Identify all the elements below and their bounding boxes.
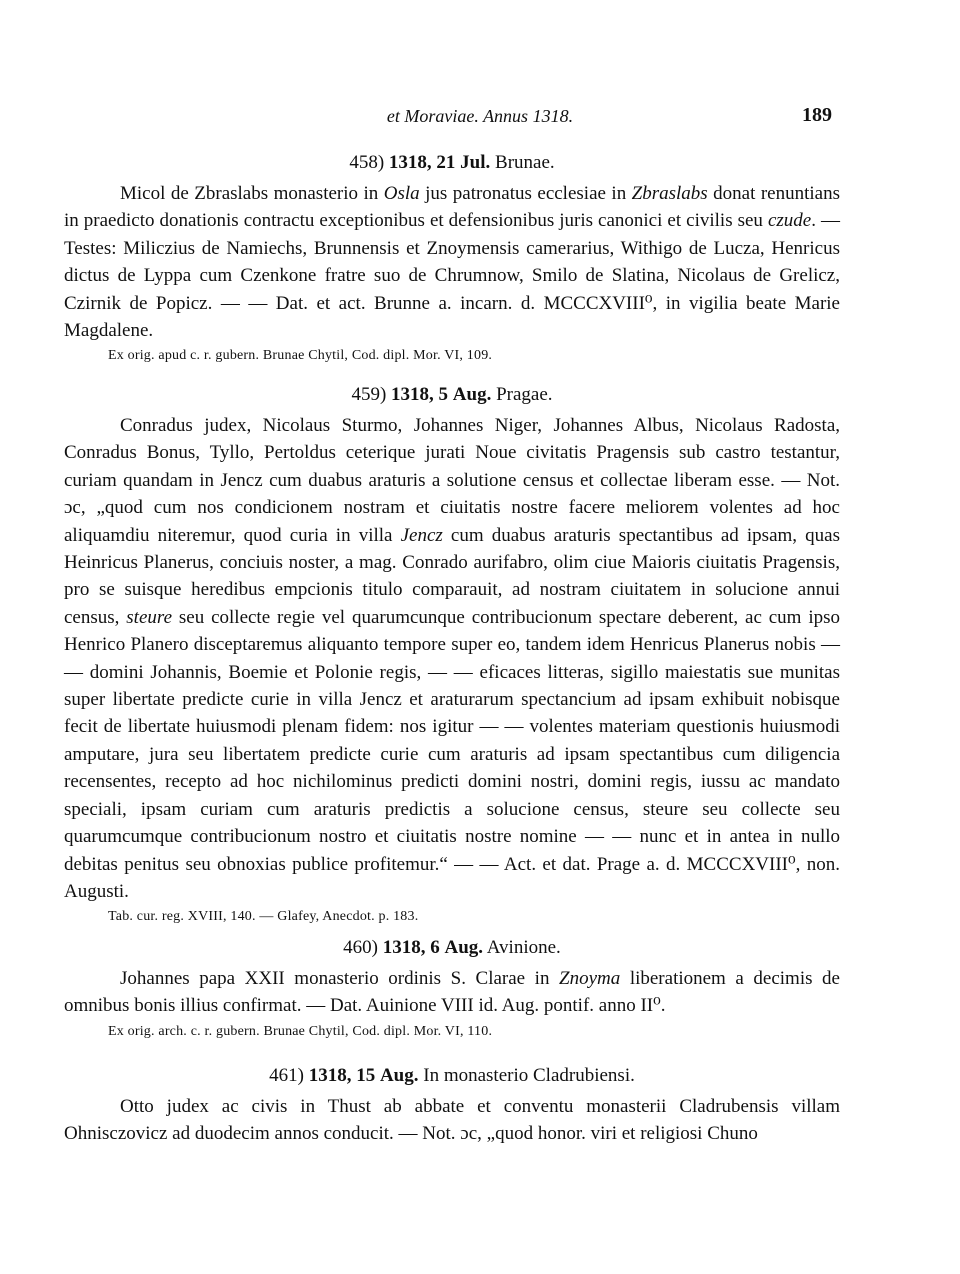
- entry-date: 1318, 15: [308, 1065, 376, 1086]
- charter-entry-461: [64, 1063, 840, 1148]
- entry-text: [64, 1093, 840, 1148]
- entry-heading: [64, 382, 840, 408]
- charter-entry-460: [64, 935, 840, 1042]
- running-head-title: et Moraviae. Annus 1318.: [386, 106, 574, 126]
- text-run: . — Testes: Miliczius de Namiechs, Brunnensis et Znoymensis camerarius, Withigo de Lucza, Henricus dictus de Lyppa cum Czenkone fratre suo de Chrumnow, Smilo de Slatina, Nicolaus de Grelicz, Czirnik de Popicz. — — Dat. et act. Brunne a. incarn. d. MCCCXVIII⁰, in vigilia beate Marie Magdalene.: [64, 210, 841, 342]
- entry-text: [64, 412, 840, 905]
- entry-place: Pragae.: [496, 384, 553, 405]
- text-run: seu collecte regie vel quarumcunque contribucionum spectare deberent, ac cum ipso Henrico Planero disceptaremus aliquanto tempore super eo, tandem idem Henricus Planerus nobis — — domini Johannis, Boemie et Polonie regis, — — eficaces litteras, sigillo maiestatis sue munitas super libertate predicte curie in villa Jencz et araturarum spectancium ad ipsam exhibuit nobisque fecit de libertate huiusmodi plenam fidem: nos igitur — — volentes materiam questionis huiusmodi amputare, jura seu libertatem predicte curie cum araturis ad ipsam spectantibus cum diligencia recensentes, recepto ad hoc nichilominus predicti domini nostri, domini regis, iussu ac mandato speciali, ipsam curiam cum araturis predictis a solucione census, steure seu collecte seu quarumcumque contribucionum nostro et ciuitatis nostre nomine — — nunc et in antea in nullo debitas penitus seu obnoxias publice profitemur.“ — — Act. et dat. Prage a. d. MCCCXVIII⁰, non. Augusti.: [64, 606, 841, 902]
- text-run: liberationem a decimis de omnibus bonis illius confirmat. — Dat. Auinione VIII id. Aug. pontif. anno II⁰.: [64, 968, 840, 1017]
- text-run: cum duabus araturis spectantibus ad ipsam, quas Heinricus Planerus, conciuis noster, a mag. Conrado aurifabro, olim ciue Maioris ciuitatis Pragensis, pro se suisque heredibus empcionis titulo comparauit, ad nostram ciuitatem in solucione annui census,: [64, 524, 840, 628]
- italic-text-run: Jencz: [400, 524, 443, 546]
- running-head: [0, 104, 960, 130]
- text-run: Micol de Zbraslabs monasterio in: [120, 183, 384, 204]
- charter-entry-458: [64, 150, 840, 366]
- entry-source: Ex orig. apud c. r. gubern. Brunae Chytil, Cod. dipl. Mor. VI, 109.: [108, 348, 493, 364]
- italic-text-run: Znoyma: [559, 968, 621, 989]
- entry-month: Jul.: [460, 152, 491, 173]
- italic-text-run: Zbraslabs: [631, 183, 708, 204]
- text-run: Johannes papa XXII monasterio ordinis S. Clarae in: [120, 968, 560, 989]
- entry-number: 461): [269, 1065, 304, 1086]
- text-run: donat renuntians in praedicto donationis contractu exceptionibus et defensionibus juris canonici et civilis seu: [64, 183, 841, 232]
- entry-date: 1318, 5: [391, 384, 449, 405]
- page-number: 189: [802, 104, 832, 126]
- entry-month: Aug.: [444, 937, 484, 958]
- entry-text: [64, 180, 840, 344]
- entry-number: 459): [351, 384, 387, 405]
- charter-entry-459: [64, 382, 840, 927]
- entry-date: 1318, 21: [388, 152, 456, 173]
- italic-text-run: Osla: [383, 183, 420, 204]
- italic-text-run: czude: [767, 210, 812, 232]
- entry-source: Tab. cur. reg. XVIII, 140. — Glafey, Anecdot. p. 183.: [108, 909, 419, 925]
- text-run: Otto judex ac civis in Thust ab abbate et conventu monasterii Cladrubensis villam Ohnisczovicz ad duodecim annos conducit. — Not. ɔc, „quod honor. viri et religiosi Chuno: [64, 1096, 840, 1145]
- entry-heading: [64, 935, 840, 961]
- entry-month: Aug.: [452, 384, 492, 405]
- text-run: jus patronatus ecclesiae in: [419, 183, 632, 204]
- entry-heading: [64, 150, 840, 176]
- entry-number: 460): [343, 937, 378, 958]
- entry-heading: [64, 1063, 840, 1089]
- entry-text: [64, 965, 840, 1020]
- entry-place: Avinione.: [486, 937, 561, 958]
- entry-number: 458): [349, 152, 385, 173]
- entry-source: Ex orig. arch. c. r. gubern. Brunae Chytil, Cod. dipl. Mor. VI, 110.: [108, 1023, 493, 1039]
- entry-date: 1318, 6: [382, 937, 440, 958]
- italic-text-run: steure: [126, 606, 173, 628]
- entry-place: Brunae.: [495, 152, 555, 173]
- entry-place: In monasterio Cladrubiensi.: [423, 1065, 635, 1086]
- entry-month: Aug.: [379, 1065, 419, 1086]
- text-run: Conradus judex, Nicolaus Sturmo, Johannes Niger, Johannes Albus, Nicolaus Radosta, Conradus Bonus, Tyllo, Pertoldus ceterique jurati Noue civitatis Pragensis sub castro testantur, curiam quandam in Jencz cum duabus araturis a solutione census et collectae liberam esse. — Not. ɔc, „quod cum nos condicionem nostram et ciuitatis nostre facere meliorem volentes ad hoc aliquamdiu niteremur, quod curia in villa: [64, 415, 840, 546]
